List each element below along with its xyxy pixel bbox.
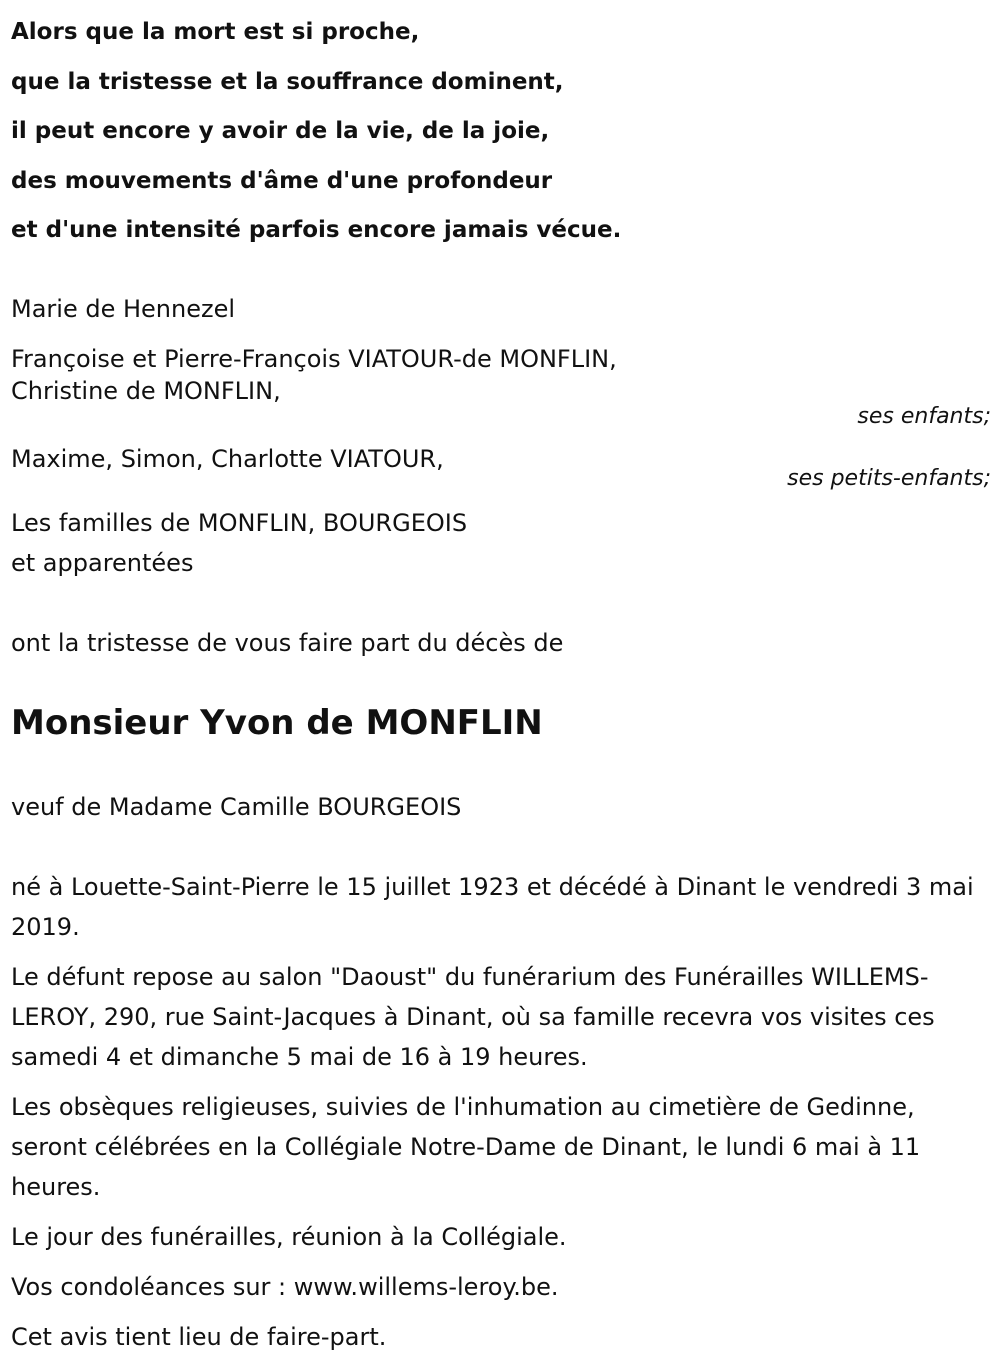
funeral-paragraph: Les obsèques religieuses, suivies de l'inhumation au cimetière de Gedinne, seront célébrées en la Collégiale Notre-Dame de Dinant, le lundi 6 mai à 11 heures. — [11, 1092, 921, 1201]
meeting-paragraph: Le jour des funérailles, réunion à la Collégiale. — [11, 1222, 567, 1251]
children-line-2: Christine de MONFLIN, — [11, 376, 281, 405]
quote-author: Marie de Hennezel — [11, 294, 236, 323]
quote — [11, 0, 991, 256]
families-line-1: Les familles de MONFLIN, BOURGEOIS — [11, 508, 468, 537]
widower-line: veuf de Madame Camille BOURGEOIS — [11, 792, 462, 821]
quote-line: et d'une intensité parfois encore jamais vécue. — [11, 217, 622, 243]
grandchildren-role: ses petits-enfants; — [787, 465, 991, 491]
children-role: ses enfants; — [857, 403, 991, 429]
children-line-1: Françoise et Pierre-François VIATOUR-de MONFLIN, — [11, 344, 617, 373]
grandchildren: Maxime, Simon, Charlotte VIATOUR, — [11, 444, 444, 473]
quote-line: il peut encore y avoir de la vie, de la joie, — [11, 118, 550, 144]
quote-line: des mouvements d'âme d'une profondeur — [11, 167, 553, 194]
rest-paragraph: Le défunt repose au salon "Daoust" du funérarium des Funérailles WILLEMS-LEROY, 290, rue Saint-Jacques à Dinant, où sa famille recevra vos visites ces samedi 4 et dimanche 5 mai de 16 à 19 heures. — [11, 962, 935, 1071]
condolences-paragraph: Vos condoléances sur : www.willems-leroy.be. — [11, 1272, 559, 1301]
birth-death-paragraph: né à Louette-Saint-Pierre le 15 juillet 1923 et décédé à Dinant le vendredi 3 mai 2019. — [11, 872, 974, 941]
quote-line: Alors que la mort est si proche, — [11, 19, 420, 45]
obituary-notice — [11, 0, 991, 1357]
families-line-2: et apparentées — [11, 548, 194, 577]
quote-line: que la tristesse et la souffrance dominent, — [11, 68, 564, 95]
notice-paragraph: Cet avis tient lieu de faire-part. — [11, 1322, 387, 1351]
announcement: ont la tristesse de vous faire part du décès de — [11, 628, 564, 657]
deceased-name: Monsieur Yvon de MONFLIN — [11, 702, 543, 743]
